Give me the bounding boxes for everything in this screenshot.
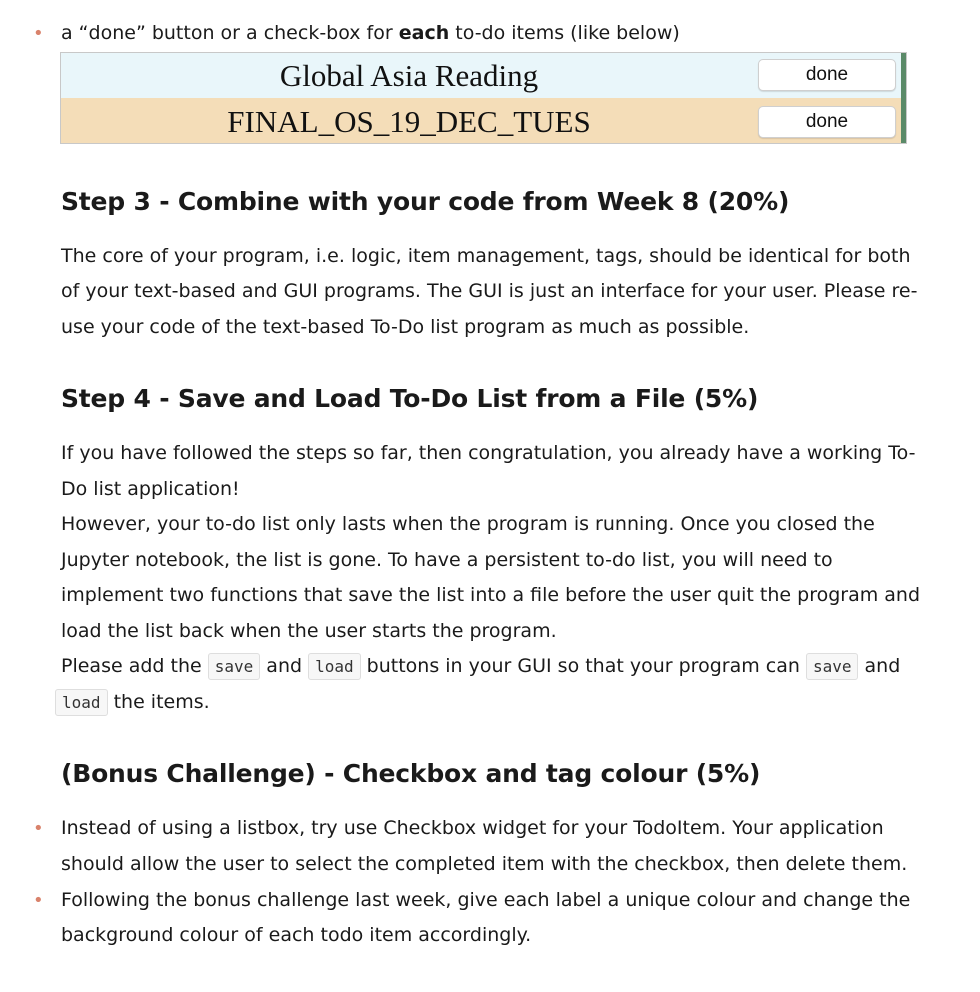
code-load: load: [308, 653, 361, 680]
step4-line: load the list back when the user starts the program.: [61, 620, 557, 642]
todo-title: Global Asia Reading: [279, 58, 539, 93]
todo-scroll-edge: [901, 53, 906, 143]
bullet-dot: •: [33, 818, 44, 839]
text-span: the items.: [107, 691, 210, 713]
text-span: buttons in your GUI so that your program can: [360, 655, 806, 677]
step4-line: However, your to-do list only lasts when the program is running. Once you closed the: [61, 513, 875, 535]
step4-line: implement two functions that save the list into a file before the user quit the program and: [61, 584, 921, 606]
bonus-line: Following the bonus challenge last week, give each label a unique colour and change the: [61, 889, 911, 911]
text-span: Please add the: [61, 655, 208, 677]
bullet-dot: •: [33, 23, 44, 44]
intro-line: [61, 16, 680, 51]
todo-title: FINAL_OS_19_DEC_TUES: [227, 104, 591, 139]
bonus-line: Instead of using a listbox, try use Checkbox widget for your TodoItem. Your application: [61, 817, 884, 839]
code-save: save: [208, 653, 261, 680]
bonus-line: background colour of each todo item accordingly.: [61, 924, 532, 946]
done-button[interactable]: done: [758, 106, 896, 138]
intro-suffix: to-do items (like below): [449, 22, 680, 44]
step4-line: Do list application!: [61, 478, 240, 500]
step3-line: of your text-based and GUI programs. The GUI is just an interface for your user. Please re-: [61, 280, 918, 302]
code-save: save: [806, 653, 859, 680]
bonus-heading: (Bonus Challenge) - Checkbox and tag colour (5%): [61, 759, 761, 788]
step4-line: Jupyter notebook, the list is gone. To have a persistent to-do list, you will need to: [61, 549, 833, 571]
text-span: and: [260, 655, 309, 677]
intro-prefix: a “done” button or a check-box for: [61, 22, 399, 44]
bonus-line: should allow the user to select the completed item with the checkbox, then delete them.: [61, 853, 908, 875]
text-span: and: [858, 655, 901, 677]
todo-row: [61, 98, 902, 143]
step4-heading: Step 4 - Save and Load To-Do List from a File (5%): [61, 384, 759, 413]
intro-bold: each: [398, 22, 450, 44]
bullet-dot: •: [33, 890, 44, 911]
step4-line: [61, 649, 900, 685]
done-button[interactable]: done: [758, 59, 896, 91]
step3-line: use your code of the text-based To-Do list program as much as possible.: [61, 316, 750, 338]
todo-row: [61, 53, 902, 98]
todo-list-example: [60, 52, 907, 144]
step3-heading: Step 3 - Combine with your code from Week 8 (20%): [61, 187, 790, 216]
step3-line: The core of your program, i.e. logic, item management, tags, should be identical for both: [61, 245, 911, 267]
code-load: load: [55, 689, 108, 716]
step4-line: [55, 685, 210, 721]
step4-line: If you have followed the steps so far, then congratulation, you already have a working To-: [61, 442, 916, 464]
